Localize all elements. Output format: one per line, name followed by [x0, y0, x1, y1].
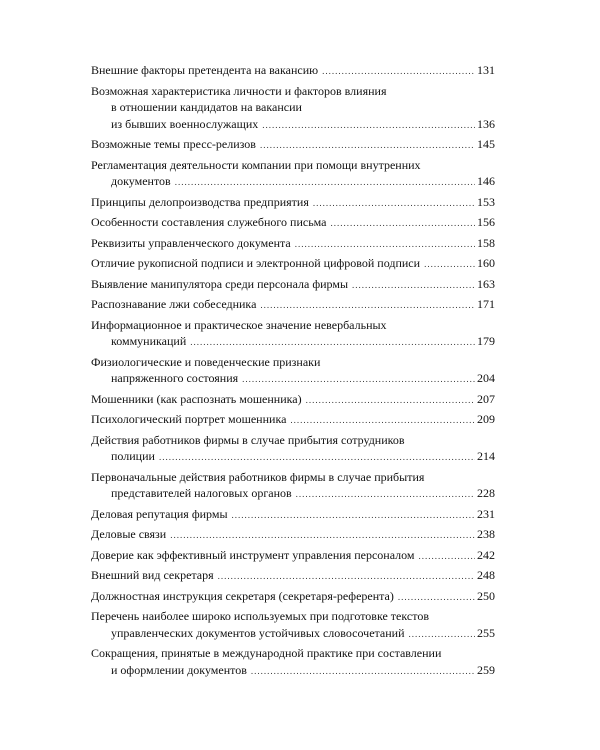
dot-leader	[260, 137, 475, 154]
dot-leader	[296, 486, 475, 503]
dot-leader	[352, 277, 475, 294]
toc-entry-title: Физиологические и поведенческие признаки	[91, 354, 321, 369]
toc-entry-title: Распознавание лжи собеседника	[91, 297, 257, 311]
toc-page-number: 179	[477, 334, 495, 348]
table-of-contents	[91, 62, 495, 682]
toc-entry-title: представителей налоговых органов	[111, 486, 292, 500]
toc-page-number: 156	[477, 215, 495, 229]
toc-page-number: 136	[477, 116, 495, 131]
toc-entry-title: документов	[111, 174, 171, 188]
toc-entry-last-line	[91, 391, 495, 409]
toc-entry-last-line	[91, 194, 495, 212]
toc-entry-last-line	[91, 588, 495, 606]
toc-entry-last-line	[91, 255, 495, 273]
toc-page-number: 238	[477, 527, 495, 541]
toc-entry	[91, 469, 495, 503]
toc-entry-title: управленческих документов устойчивых словосочетаний	[111, 625, 405, 640]
toc-entry-title: Регламентация деятельности компании при помощи внутренних	[91, 157, 421, 172]
toc-entry-title: Сокращения, принятые в международной практике при составлении	[91, 646, 442, 660]
toc-entry-last-line	[91, 506, 495, 524]
toc-entry-title: Отличие рукописной подписи и электронной цифровой подписи	[91, 256, 421, 270]
toc-entry-title: Внешние факторы претендента на вакансию	[91, 63, 319, 77]
toc-entry-title: Возможная характеристика личности и факторов влияния	[91, 83, 387, 98]
toc-entry-title: Мошенники (как распознать мошенника)	[91, 391, 302, 406]
toc-entry-title: Деловые связи	[91, 527, 167, 541]
dot-leader	[251, 663, 475, 680]
toc-page-number: 204	[477, 371, 495, 385]
toc-entry-line	[91, 608, 495, 625]
toc-entry	[91, 391, 495, 409]
toc-entry-title: Реквизиты управленческого документа	[91, 235, 291, 250]
toc-page-number: 146	[477, 174, 495, 188]
toc-entry-title: Информационное и практическое значение невербальных	[91, 317, 387, 332]
toc-entry-last-line	[91, 625, 495, 643]
toc-entry-title: Деловая репутация фирмы	[91, 506, 228, 521]
toc-entry-title: полиции	[111, 449, 155, 463]
toc-entry	[91, 567, 495, 585]
toc-page-number: 255	[477, 625, 495, 640]
toc-entry-title: Особенности составления служебного письма	[91, 215, 327, 229]
toc-entry-last-line	[91, 116, 495, 134]
dot-leader	[190, 334, 475, 351]
dot-leader	[313, 195, 475, 212]
toc-entry	[91, 506, 495, 524]
toc-entry-last-line	[91, 276, 495, 294]
toc-entry-last-line	[91, 214, 495, 232]
toc-entry-title: Доверие как эффективный инструмент управления персоналом	[91, 547, 415, 562]
toc-page-number: 209	[477, 412, 495, 426]
toc-entry	[91, 526, 495, 544]
toc-entry	[91, 296, 495, 314]
toc-entry	[91, 83, 495, 134]
dot-leader	[232, 507, 476, 524]
toc-page-number: 207	[477, 391, 495, 406]
toc-entry-title: Перечень наиболее широко используемых при подготовке текстов	[91, 609, 429, 623]
toc-entry-line	[91, 469, 495, 486]
toc-entry-title: напряженного состояния	[111, 371, 239, 385]
toc-entry-last-line	[91, 411, 495, 429]
toc-entry-line	[91, 83, 495, 100]
toc-entry-last-line	[91, 448, 495, 466]
dot-leader	[159, 449, 475, 466]
dot-leader	[295, 236, 475, 253]
toc-entry	[91, 157, 495, 191]
toc-entry-title: Возможные темы пресс-релизов	[91, 137, 256, 151]
toc-entry-last-line	[91, 235, 495, 253]
toc-entry-title: в отношении кандидатов на вакансии	[111, 100, 302, 114]
dot-leader	[322, 63, 475, 80]
dot-leader	[218, 568, 475, 585]
toc-entry	[91, 645, 495, 679]
dot-leader	[419, 548, 475, 565]
toc-entry	[91, 276, 495, 294]
toc-page-number: 228	[477, 486, 495, 500]
toc-entry	[91, 588, 495, 606]
toc-entry	[91, 317, 495, 351]
toc-entry	[91, 62, 495, 80]
toc-entry	[91, 411, 495, 429]
toc-entry	[91, 608, 495, 642]
toc-entry-title: Выявление манипулятора среди персонала фирмы	[91, 276, 349, 291]
dot-leader	[262, 117, 475, 134]
toc-entry	[91, 235, 495, 253]
dot-leader	[290, 412, 475, 429]
toc-page-number: 158	[477, 235, 495, 250]
toc-page-number: 163	[477, 276, 495, 291]
dot-leader	[242, 371, 475, 388]
toc-entry-line	[91, 645, 495, 662]
toc-page-number: 248	[477, 568, 495, 582]
toc-entry-title: Должностная инструкция секретаря (секретаря-референта)	[91, 588, 394, 603]
toc-page-number: 160	[477, 256, 495, 270]
toc-page-number: 131	[477, 63, 495, 77]
toc-entry-line	[91, 317, 495, 334]
toc-entry-title: Первоначальные действия работников фирмы в случае прибытия	[91, 469, 425, 484]
toc-entry-last-line	[91, 567, 495, 585]
toc-entry-last-line	[91, 547, 495, 565]
toc-page-number: 250	[477, 588, 495, 603]
toc-entry-last-line	[91, 136, 495, 154]
dot-leader	[424, 256, 475, 273]
toc-page-number: 153	[477, 194, 495, 209]
toc-page-number: 145	[477, 137, 495, 151]
dot-leader	[306, 392, 475, 409]
toc-entry-title: Действия работников фирмы в случае прибытия сотрудников	[91, 432, 405, 447]
toc-entry-last-line	[91, 662, 495, 680]
toc-entry-last-line	[91, 526, 495, 544]
toc-page-number: 242	[477, 547, 495, 562]
toc-entry-title: Внешний вид секретаря	[91, 568, 214, 582]
dot-leader	[175, 174, 475, 191]
toc-entry-title: Принципы делопроизводства предприятия	[91, 194, 309, 209]
toc-entry-last-line	[91, 333, 495, 351]
toc-entry	[91, 432, 495, 466]
toc-entry-title: из бывших военнослужащих	[111, 116, 259, 131]
dot-leader	[398, 589, 475, 606]
toc-entry-line	[91, 432, 495, 449]
toc-entry-last-line	[91, 370, 495, 388]
toc-entry	[91, 255, 495, 273]
toc-entry	[91, 547, 495, 565]
dot-leader	[331, 215, 476, 232]
dot-leader	[260, 297, 475, 314]
toc-entry-last-line	[91, 62, 495, 80]
toc-page-number: 231	[477, 506, 495, 521]
toc-entry-line	[91, 354, 495, 371]
toc-page-number: 214	[477, 449, 495, 463]
dot-leader	[409, 626, 475, 643]
toc-entry	[91, 354, 495, 388]
toc-page-number: 171	[477, 297, 495, 311]
toc-entry-title: коммуникаций	[111, 334, 187, 348]
toc-page-number: 259	[477, 662, 495, 677]
toc-entry	[91, 136, 495, 154]
toc-entry-last-line	[91, 296, 495, 314]
toc-entry	[91, 214, 495, 232]
toc-entry	[91, 194, 495, 212]
toc-entry-title: и оформлении документов	[111, 662, 247, 677]
toc-entry-line	[91, 99, 495, 116]
toc-entry-title: Психологический портрет мошенника	[91, 412, 287, 426]
dot-leader	[170, 527, 475, 544]
toc-entry-line	[91, 157, 495, 174]
toc-entry-last-line	[91, 485, 495, 503]
toc-entry-last-line	[91, 173, 495, 191]
